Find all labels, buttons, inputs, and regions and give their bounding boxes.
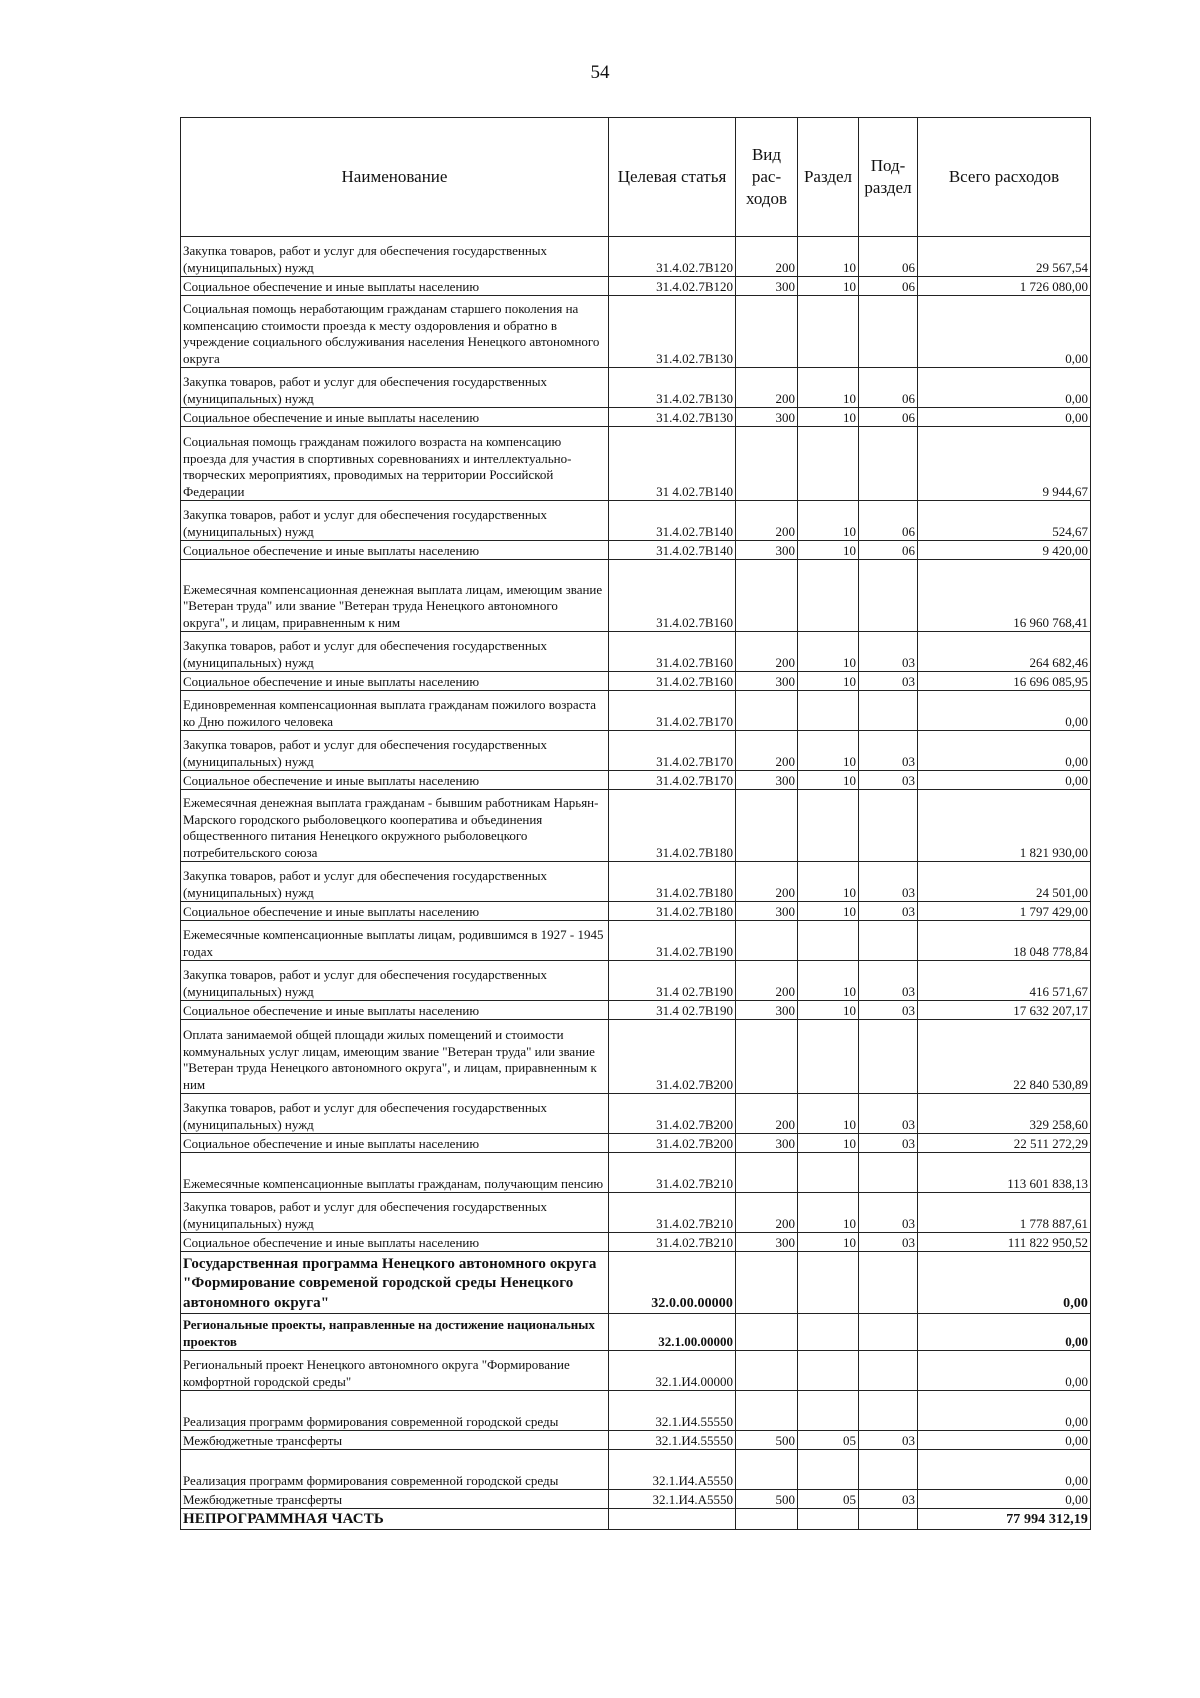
row-name: Реализация программ формирования современной городской среды — [181, 1450, 609, 1490]
row-name: Ежемесячная денежная выплата гражданам - бывшим работникам Нарьян-Марского городского рыболовецкого кооператива и объединения общественного питания Ненецкого окружного рыболовецкого потребительского союза — [181, 790, 609, 862]
row-expense-type: 200 — [736, 1094, 798, 1134]
row-name: Оплата занимаемой общей площади жилых помещений и стоимости коммунальных услуг лицам, имеющим звание "Ветеран труда" или звание "Ветеран труда Ненецкого автономного округа", и лицам, приравненным к ним — [181, 1020, 609, 1094]
row-subsection — [859, 1314, 918, 1351]
row-section: 10 — [798, 237, 859, 277]
row-target-article: 31.4 02.7В190 — [609, 961, 736, 1001]
header-target-article: Целевая статья — [609, 118, 736, 237]
row-expense-type — [736, 427, 798, 501]
table-row — [181, 368, 1091, 408]
row-expense-type: 300 — [736, 1233, 798, 1252]
header-expense-type: Вид рас- ходов — [736, 118, 798, 237]
row-target-article: 31.4.02.7В130 — [609, 368, 736, 408]
row-subsection: 03 — [859, 1490, 918, 1509]
row-section: 10 — [798, 961, 859, 1001]
row-subsection: 03 — [859, 731, 918, 771]
row-subsection — [859, 1450, 918, 1490]
row-total: 1 778 887,61 — [918, 1193, 1091, 1233]
row-target-article: 31.4.02.7В160 — [609, 560, 736, 632]
row-total: 264 682,46 — [918, 632, 1091, 672]
row-name: Ежемесячная компенсационная денежная выплата лицам, имеющим звание "Ветеран труда" или звание "Ветеран труда Ненецкого автономного округа", и лицам, приравненным к ним — [181, 560, 609, 632]
row-name: Закупка товаров, работ и услуг для обеспечения государственных (муниципальных) нужд — [181, 237, 609, 277]
row-target-article: 31.4.02.7В120 — [609, 237, 736, 277]
row-target-article: 32.0.00.00000 — [609, 1252, 736, 1314]
table-row — [181, 862, 1091, 902]
row-section — [798, 560, 859, 632]
row-expense-type — [736, 1450, 798, 1490]
row-name: Закупка товаров, работ и услуг для обеспечения государственных (муниципальных) нужд — [181, 368, 609, 408]
row-total: 24 501,00 — [918, 862, 1091, 902]
row-expense-type: 200 — [736, 961, 798, 1001]
row-name: Ежемесячные компенсационные выплаты гражданам, получающим пенсию — [181, 1153, 609, 1193]
row-name: Межбюджетные трансферты — [181, 1490, 609, 1509]
table-row — [181, 560, 1091, 632]
row-section: 10 — [798, 1094, 859, 1134]
row-subsection: 03 — [859, 1094, 918, 1134]
row-subsection: 03 — [859, 1134, 918, 1153]
row-name: Социальное обеспечение и иные выплаты населению — [181, 902, 609, 921]
table-row — [181, 961, 1091, 1001]
table-row — [181, 1351, 1091, 1391]
row-subsection: 03 — [859, 771, 918, 790]
row-target-article: 31 4.02.7В140 — [609, 427, 736, 501]
row-name: Социальное обеспечение и иные выплаты населению — [181, 541, 609, 560]
row-section — [798, 296, 859, 368]
row-section: 10 — [798, 408, 859, 427]
row-section — [798, 1450, 859, 1490]
row-name: Государственная программа Ненецкого автономного округа "Формирование современой городской среды Ненецкого автономного округа" — [181, 1252, 609, 1314]
row-target-article: 31.4.02.7В210 — [609, 1153, 736, 1193]
row-target-article: 31.4.02.7В180 — [609, 790, 736, 862]
row-section: 10 — [798, 1001, 859, 1020]
row-target-article: 31.4.02.7В120 — [609, 277, 736, 296]
row-name: Социальное обеспечение и иные выплаты населению — [181, 1134, 609, 1153]
row-name: Межбюджетные трансферты — [181, 1431, 609, 1450]
row-subsection: 03 — [859, 632, 918, 672]
row-total: 22 511 272,29 — [918, 1134, 1091, 1153]
row-name: Региональные проекты, направленные на достижение национальных проектов — [181, 1314, 609, 1351]
row-target-article: 31.4.02.7В190 — [609, 921, 736, 961]
row-total: 329 258,60 — [918, 1094, 1091, 1134]
row-target-article: 31.4.02.7В140 — [609, 501, 736, 541]
row-total: 29 567,54 — [918, 237, 1091, 277]
row-section: 10 — [798, 277, 859, 296]
row-name: Закупка товаров, работ и услуг для обеспечения государственных (муниципальных) нужд — [181, 961, 609, 1001]
row-subsection — [859, 427, 918, 501]
header-total-expenses: Всего расходов — [918, 118, 1091, 237]
row-name: Социальная помощь гражданам пожилого возраста на компенсацию проезда для участия в спортивных соревнованиях и интеллектуально-творческих мероприятиях, проводимых на территории Российской Федерации — [181, 427, 609, 501]
row-section: 10 — [798, 1233, 859, 1252]
table-row — [181, 408, 1091, 427]
row-subsection: 03 — [859, 902, 918, 921]
row-total: 0,00 — [918, 731, 1091, 771]
table-row — [181, 1020, 1091, 1094]
row-total: 0,00 — [918, 1450, 1091, 1490]
row-name: Закупка товаров, работ и услуг для обеспечения государственных (муниципальных) нужд — [181, 632, 609, 672]
table-row — [181, 731, 1091, 771]
row-section — [798, 1351, 859, 1391]
row-expense-type — [736, 691, 798, 731]
row-expense-type — [736, 560, 798, 632]
row-total: 0,00 — [918, 771, 1091, 790]
row-target-article: 31.4.02.7В170 — [609, 771, 736, 790]
row-expense-type — [736, 1351, 798, 1391]
row-name: Закупка товаров, работ и услуг для обеспечения государственных (муниципальных) нужд — [181, 1094, 609, 1134]
row-section: 05 — [798, 1431, 859, 1450]
row-target-article: 31.4.02.7В200 — [609, 1020, 736, 1094]
row-subsection — [859, 1391, 918, 1431]
row-total: 1 821 930,00 — [918, 790, 1091, 862]
row-target-article: 31.4.02.7В210 — [609, 1193, 736, 1233]
row-expense-type: 300 — [736, 1001, 798, 1020]
row-section — [798, 1314, 859, 1351]
row-subsection: 03 — [859, 1431, 918, 1450]
row-target-article: 32.1.И4.А5550 — [609, 1490, 736, 1509]
row-subsection: 03 — [859, 862, 918, 902]
table-header-row — [181, 118, 1091, 237]
row-target-article: 31.4.02.7В200 — [609, 1094, 736, 1134]
table-row — [181, 1134, 1091, 1153]
header-subsection: Под- раздел — [859, 118, 918, 237]
row-subsection: 06 — [859, 368, 918, 408]
row-total: 1 726 080,00 — [918, 277, 1091, 296]
row-section — [798, 1153, 859, 1193]
row-expense-type: 300 — [736, 1134, 798, 1153]
row-expense-type: 300 — [736, 902, 798, 921]
row-total: 113 601 838,13 — [918, 1153, 1091, 1193]
row-total: 9 944,67 — [918, 427, 1091, 501]
table-row — [181, 427, 1091, 501]
row-total: 111 822 950,52 — [918, 1233, 1091, 1252]
table-row — [181, 1233, 1091, 1252]
row-name: НЕПРОГРАММНАЯ ЧАСТЬ — [181, 1509, 609, 1530]
row-subsection — [859, 790, 918, 862]
page-number: 54 — [590, 62, 610, 83]
table-row — [181, 771, 1091, 790]
row-target-article: 31.4.02.7В160 — [609, 672, 736, 691]
table-row — [181, 1431, 1091, 1450]
table-row — [181, 1153, 1091, 1193]
row-section: 10 — [798, 672, 859, 691]
row-subsection: 06 — [859, 541, 918, 560]
row-section: 10 — [798, 1134, 859, 1153]
row-section: 10 — [798, 862, 859, 902]
row-section — [798, 427, 859, 501]
row-expense-type: 300 — [736, 277, 798, 296]
row-target-article: 32.1.И4.55550 — [609, 1391, 736, 1431]
row-name: Закупка товаров, работ и услуг для обеспечения государственных (муниципальных) нужд — [181, 731, 609, 771]
row-name: Социальное обеспечение и иные выплаты населению — [181, 672, 609, 691]
row-total: 0,00 — [918, 1351, 1091, 1391]
row-total: 0,00 — [918, 1490, 1091, 1509]
row-expense-type — [736, 790, 798, 862]
row-section — [798, 691, 859, 731]
row-section — [798, 1509, 859, 1530]
row-name: Социальное обеспечение и иные выплаты населению — [181, 771, 609, 790]
row-total: 16 960 768,41 — [918, 560, 1091, 632]
row-expense-type — [736, 1391, 798, 1431]
row-expense-type — [736, 296, 798, 368]
row-target-article: 31.4.02.7В170 — [609, 691, 736, 731]
row-expense-type: 200 — [736, 731, 798, 771]
row-total: 77 994 312,19 — [918, 1509, 1091, 1530]
row-subsection — [859, 1351, 918, 1391]
row-target-article: 31.4 02.7В190 — [609, 1001, 736, 1020]
row-target-article: 32.1.00.00000 — [609, 1314, 736, 1351]
row-subsection — [859, 921, 918, 961]
row-subsection: 03 — [859, 961, 918, 1001]
row-subsection: 06 — [859, 237, 918, 277]
row-expense-type: 500 — [736, 1431, 798, 1450]
row-section — [798, 921, 859, 961]
row-total: 0,00 — [918, 296, 1091, 368]
table-row — [181, 790, 1091, 862]
row-section: 10 — [798, 902, 859, 921]
row-expense-type: 500 — [736, 1490, 798, 1509]
row-total: 18 048 778,84 — [918, 921, 1091, 961]
row-target-article: 31.4.02.7В160 — [609, 632, 736, 672]
row-subsection — [859, 1020, 918, 1094]
table-row — [181, 691, 1091, 731]
row-expense-type — [736, 1252, 798, 1314]
row-expense-type: 200 — [736, 632, 798, 672]
row-target-article — [609, 1509, 736, 1530]
row-subsection — [859, 1252, 918, 1314]
row-total: 22 840 530,89 — [918, 1020, 1091, 1094]
table-row — [181, 277, 1091, 296]
row-section: 10 — [798, 771, 859, 790]
table-row — [181, 1252, 1091, 1314]
row-name: Закупка товаров, работ и услуг для обеспечения государственных (муниципальных) нужд — [181, 1193, 609, 1233]
row-section: 10 — [798, 1193, 859, 1233]
row-subsection: 03 — [859, 1001, 918, 1020]
row-total: 0,00 — [918, 691, 1091, 731]
row-subsection — [859, 560, 918, 632]
row-name: Единовременная компенсационная выплата гражданам пожилого возраста ко Дню пожилого человека — [181, 691, 609, 731]
row-name: Закупка товаров, работ и услуг для обеспечения государственных (муниципальных) нужд — [181, 501, 609, 541]
row-total: 9 420,00 — [918, 541, 1091, 560]
table-row — [181, 1490, 1091, 1509]
row-section — [798, 790, 859, 862]
row-target-article: 31.4.02.7В180 — [609, 902, 736, 921]
row-name: Региональный проект Ненецкого автономного округа "Формирование комфортной городской среды" — [181, 1351, 609, 1391]
row-name: Социальная помощь неработающим гражданам старшего поколения на компенсацию стоимости проезда к месту оздоровления и обратно в учреждение социального обслуживания населения Ненецкого автономного округа — [181, 296, 609, 368]
row-subsection: 06 — [859, 277, 918, 296]
row-expense-type: 300 — [736, 771, 798, 790]
row-section: 10 — [798, 632, 859, 672]
row-expense-type — [736, 1509, 798, 1530]
row-target-article: 31.4.02.7В130 — [609, 408, 736, 427]
row-name: Ежемесячные компенсационные выплаты лицам, родившимся в 1927 - 1945 годах — [181, 921, 609, 961]
row-section — [798, 1020, 859, 1094]
row-section: 10 — [798, 501, 859, 541]
row-target-article: 31.4.02.7В140 — [609, 541, 736, 560]
table-row — [181, 237, 1091, 277]
table-row — [181, 1450, 1091, 1490]
row-total: 0,00 — [918, 1391, 1091, 1431]
row-target-article: 32.1.И4.55550 — [609, 1431, 736, 1450]
row-target-article: 31.4.02.7В200 — [609, 1134, 736, 1153]
row-subsection — [859, 296, 918, 368]
row-name: Социальное обеспечение и иные выплаты населению — [181, 277, 609, 296]
row-expense-type: 200 — [736, 501, 798, 541]
row-subsection — [859, 1153, 918, 1193]
row-name: Социальное обеспечение и иные выплаты населению — [181, 408, 609, 427]
row-subsection: 03 — [859, 1193, 918, 1233]
table-row — [181, 1314, 1091, 1351]
row-section: 10 — [798, 731, 859, 771]
row-target-article: 31.4.02.7В210 — [609, 1233, 736, 1252]
row-section: 10 — [798, 368, 859, 408]
row-total: 1 797 429,00 — [918, 902, 1091, 921]
row-name: Социальное обеспечение и иные выплаты населению — [181, 1233, 609, 1252]
row-subsection: 06 — [859, 501, 918, 541]
row-total: 524,67 — [918, 501, 1091, 541]
row-total: 0,00 — [918, 408, 1091, 427]
row-expense-type: 300 — [736, 672, 798, 691]
row-target-article: 32.1.И4.00000 — [609, 1351, 736, 1391]
row-subsection: 03 — [859, 1233, 918, 1252]
row-expense-type: 300 — [736, 408, 798, 427]
row-name: Реализация программ формирования современной городской среды — [181, 1391, 609, 1431]
table-row — [181, 672, 1091, 691]
table-row — [181, 501, 1091, 541]
table-row — [181, 1193, 1091, 1233]
row-name: Социальное обеспечение и иные выплаты населению — [181, 1001, 609, 1020]
row-expense-type — [736, 921, 798, 961]
row-expense-type: 200 — [736, 368, 798, 408]
row-subsection: 03 — [859, 672, 918, 691]
table-row — [181, 541, 1091, 560]
row-expense-type — [736, 1314, 798, 1351]
row-target-article: 32.1.И4.А5550 — [609, 1450, 736, 1490]
table-row — [181, 1391, 1091, 1431]
row-expense-type: 200 — [736, 862, 798, 902]
row-expense-type: 300 — [736, 541, 798, 560]
row-total: 416 571,67 — [918, 961, 1091, 1001]
table-row — [181, 902, 1091, 921]
header-section: Раздел — [798, 118, 859, 237]
row-total: 0,00 — [918, 1431, 1091, 1450]
row-subsection — [859, 691, 918, 731]
row-expense-type: 200 — [736, 237, 798, 277]
row-total: 16 696 085,95 — [918, 672, 1091, 691]
row-total: 0,00 — [918, 1314, 1091, 1351]
row-target-article: 31.4.02.7В170 — [609, 731, 736, 771]
row-section — [798, 1391, 859, 1431]
row-name: Закупка товаров, работ и услуг для обеспечения государственных (муниципальных) нужд — [181, 862, 609, 902]
table-row — [181, 1509, 1091, 1530]
row-section — [798, 1252, 859, 1314]
row-section: 05 — [798, 1490, 859, 1509]
budget-table — [180, 117, 1091, 1530]
table-row — [181, 296, 1091, 368]
row-subsection: 06 — [859, 408, 918, 427]
row-total: 0,00 — [918, 1252, 1091, 1314]
header-name: Наименование — [181, 118, 609, 237]
row-expense-type: 200 — [736, 1193, 798, 1233]
table-row — [181, 921, 1091, 961]
table-row — [181, 1001, 1091, 1020]
row-subsection — [859, 1509, 918, 1530]
row-target-article: 31.4.02.7В180 — [609, 862, 736, 902]
row-section: 10 — [798, 541, 859, 560]
row-expense-type — [736, 1153, 798, 1193]
table-row — [181, 632, 1091, 672]
row-total: 17 632 207,17 — [918, 1001, 1091, 1020]
table-row — [181, 1094, 1091, 1134]
row-expense-type — [736, 1020, 798, 1094]
row-target-article: 31.4.02.7В130 — [609, 296, 736, 368]
row-total: 0,00 — [918, 368, 1091, 408]
